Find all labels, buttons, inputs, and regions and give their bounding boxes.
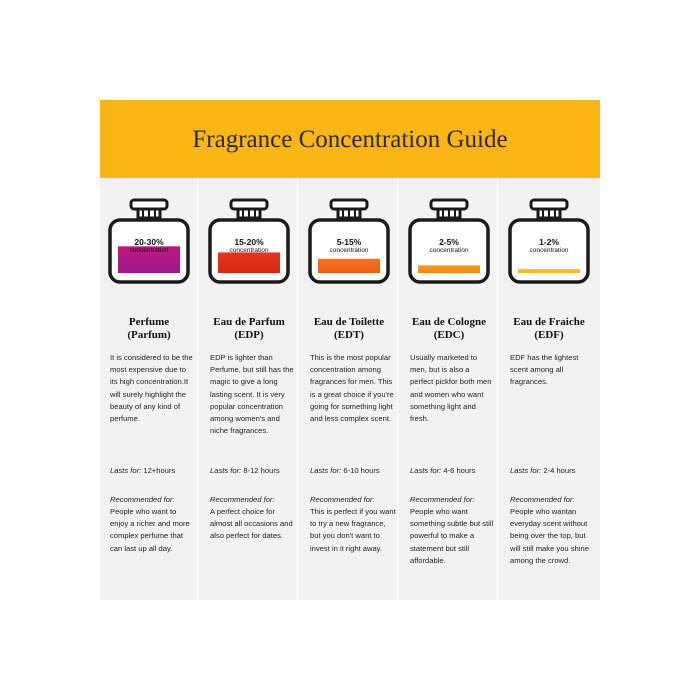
bottle-icon: [407, 198, 491, 286]
recommended-label: Recommended for:: [510, 495, 575, 504]
fragrance-name: [200, 316, 298, 341]
liquid-level: [318, 259, 380, 273]
lasts-value: 2-4 hours: [543, 466, 576, 475]
recommended-label: Recommended for:: [410, 495, 475, 504]
fragrance-column: [500, 178, 598, 600]
lasts-row: [210, 465, 296, 477]
fragrance-column: [400, 178, 498, 600]
bottle-icon: [307, 198, 391, 286]
recommended-text: This is perfect if you want to try a new fragrance, but you don't want to invest in it right away.: [310, 507, 396, 553]
concentration-percent: 5-15%: [336, 237, 362, 247]
lasts-row: [410, 465, 496, 477]
concentration-label: concentration: [529, 247, 569, 254]
lasts-label: Lasts for:: [110, 466, 142, 475]
fragrance-description: EDF has the lightest scent among all fragrances.: [510, 353, 579, 387]
page-title: Fragrance Concentration Guide: [192, 126, 508, 153]
fragrance-abbreviation: (EDT): [334, 328, 364, 341]
fragrance-abbreviation: (EDF): [534, 328, 564, 341]
lasts-label: Lasts for:: [310, 466, 342, 475]
fragrance-description: EDP is lighter than Perfume, but still has the magic to give a long lasting scent. It is very popular concentration among women's and niche fragrances.: [210, 353, 294, 436]
fragrance-abbreviation: (EDP): [234, 328, 264, 341]
fragrance-column: [300, 178, 398, 600]
concentration-label: concentration: [229, 247, 269, 254]
fragrance-description: This is the most popular concentration among fragrances for men. This is a great choice if you're going for something light and less complex scent.: [310, 353, 394, 424]
recommended-text: People who wantan everyday scent without being over the top, but will still make you shine among the crowd.: [510, 507, 589, 565]
concentration-label: concentration: [129, 247, 169, 254]
lasts-value: 8-12 hours: [243, 466, 280, 475]
concentration-percent: 2-5%: [439, 237, 459, 247]
fragrance-name: [500, 316, 598, 341]
fragrance-name-line1: Perfume: [128, 316, 170, 328]
recommended-text: People who want something subtle but still powerful to make a statement but still affordable.: [410, 507, 494, 565]
concentration-label: concentration: [329, 247, 369, 254]
recommended-label: Recommended for:: [110, 495, 175, 504]
lasts-row: [510, 465, 596, 477]
liquid-level: [218, 252, 280, 273]
lasts-label: Lasts for:: [210, 466, 242, 475]
lasts-value: 12+hours: [143, 466, 176, 475]
liquid-level: [418, 265, 480, 273]
bottle-icon: [207, 198, 291, 286]
concentration-percent: 20-30%: [134, 237, 164, 247]
fragrance-name-line1: Eau de Toilette: [313, 316, 385, 328]
concentration-label: concentration: [429, 247, 469, 254]
lasts-row: [310, 465, 396, 477]
fragrance-column: [100, 178, 198, 600]
lasts-value: 6-10 hours: [343, 466, 380, 475]
fragrance-description: It is considered to be the most expensive due to its high concentration.It will surely highlight the beauty of any kind of perfume.: [110, 353, 193, 424]
lasts-row: [110, 465, 196, 477]
recommended-text: A perfect choice for almost all occasions and also perfect for dates.: [210, 507, 293, 541]
fragrance-abbreviation: (EDC): [433, 328, 465, 341]
fragrance-name: [300, 316, 398, 341]
header-banner: [100, 100, 600, 178]
concentration-percent: 15-20%: [234, 237, 264, 247]
bottle-icon: [507, 198, 591, 286]
fragrance-name-line1: Eau de Cologne: [412, 316, 486, 328]
lasts-label: Lasts for:: [510, 466, 542, 475]
recommended-label: Recommended for:: [310, 495, 375, 504]
liquid-level: [518, 269, 580, 273]
guide-card: [100, 100, 600, 600]
fragrance-name-line1: Eau de Fraiche: [513, 316, 585, 328]
fragrance-description: Usually marketed to men, but is also a perfect pickfor both men and women who want something light and fresh.: [410, 353, 492, 424]
fragrance-name: [400, 316, 498, 341]
lasts-value: 4-6 hours: [443, 466, 476, 475]
recommended-label: Recommended for:: [210, 495, 275, 504]
fragrance-column: [200, 178, 298, 600]
bottle-icon: [107, 198, 191, 286]
fragrance-name: [100, 316, 198, 341]
recommended-text: People who want to enjoy a richer and more complex perfume that can last up all day.: [110, 507, 190, 553]
fragrance-name-line1: Eau de Parfum: [213, 316, 285, 328]
lasts-label: Lasts for:: [410, 466, 442, 475]
fragrance-abbreviation: (Parfum): [127, 328, 171, 341]
concentration-percent: 1-2%: [539, 237, 559, 247]
